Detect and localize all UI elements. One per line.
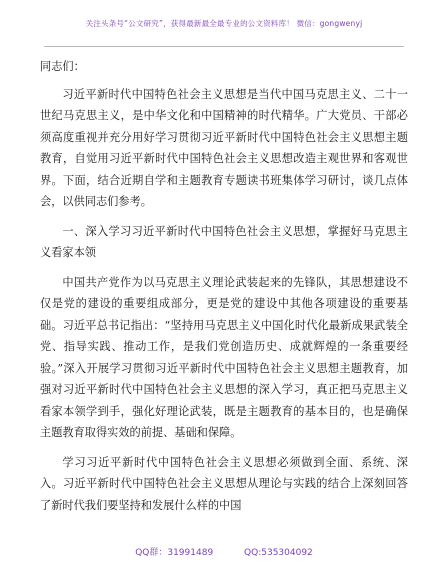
footer-qq: QQ:535304092 [244, 548, 313, 558]
document-body [40, 56, 408, 524]
footer-qq-group: QQ群：31991489 [135, 548, 214, 558]
header-divider [44, 46, 404, 47]
header-banner: 关注头条号“公文研究”，获得最新最全最专业的公文资料库！ 微信：gongwenyj [85, 19, 363, 28]
salutation: 同志们： [40, 60, 85, 73]
footer [0, 545, 448, 558]
paragraph-intro: 习近平新时代中国特色社会主义思想是当代中国马克思主义、二十一世纪马克思主义，是中华文化和中国精神的时代精华。广大党员、干部必须高度重视并充分用好学习贯彻习近平新时代中国特色社会主义思想主题教育，自觉用习近平新时代中国特色社会主义思想改造主观世界和客观世界。下面，结合近期自学和主题教育专题读书班集体学习研讨，谈几点体会，以供同志们参考。 [40, 87, 408, 208]
section-heading: 一、深入学习习近平新时代中国特色社会主义思想，掌握好马克思主义看家本领 [40, 224, 408, 259]
paragraph-body: 学习习近平新时代中国特色社会主义思想必须做到全面、系统、深入。习近平新时代中国特色社会主义思想从理论与实践的结合上深刻回答了新时代我们要坚持和发展什么样的中国 [40, 455, 408, 512]
paragraph-body: 中国共产党作为以马克思主义理论武装起来的先锋队，其思想建设不仅是党的建设的重要组成部分，更是党的建设中其他各项建设的重要基础。习近平总书记指出：“坚持用马克思主义中国化时代化最新成果武装全党、指导实践、推动工作，是我们党创造历史、成就辉煌的一条重要经验。”深入开展学习贯彻习近平新时代中国特色社会主义思想主题教育，加强对习近平新时代中国特色社会主义思想的深入学习，真正把马克思主义看家本领学到手，强化好理论武装，既是主题教育的基本目的，也是确保主题教育取得实效的前提、基础和保障。 [40, 275, 408, 439]
